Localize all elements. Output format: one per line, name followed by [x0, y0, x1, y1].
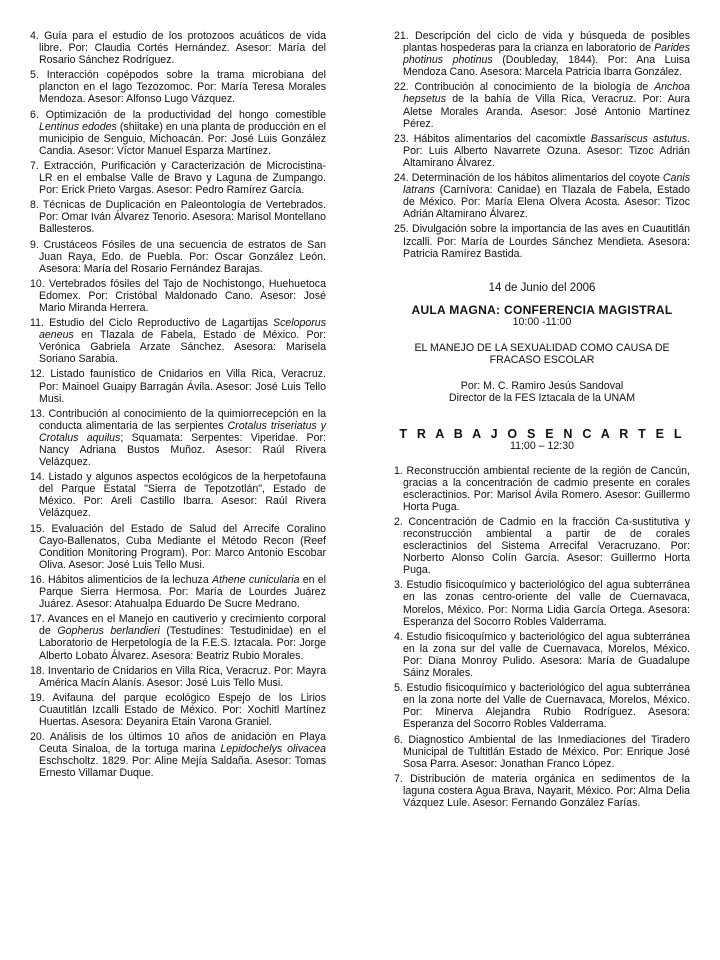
item-text: 5. Interacción copépodos sobre la trama microbiana del plancton en el lago Tezozomoc. Por: María Teresa Morales Mendoza. Asesor: Alfonso Lugo Vázquez. [30, 69, 326, 106]
item-text: ; Squamata: Serpentes: Viperidae. Por: Nancy Adriana Bustos Muñoz. Asesor: Raúl Rivera Velázquez. [39, 431, 326, 469]
item-text: (shiitake) en una planta de producción en el municipio de Senguio, Michoacán. Por: José Luis González Candia. Asesor: Víctor Manuel Esparza Martínez. [39, 120, 326, 157]
item-text: (Testudines: Testudinidae) en el Laboratorio de Herpetología de la F.E.S. Iztacala. Por: Jorge Alberto Lobato Álvarez. Asesora: Beatriz Rubio Morales. [39, 625, 326, 662]
conference-time: 10:00 -11:00 [512, 315, 572, 328]
conference-talk-title: EL MANEJO DE LA SEXUALIDAD COMO CAUSA DE FRACASO ESCOLAR [414, 341, 670, 367]
conference-speaker-role: Director de la FES Iztacala de la UNAM [448, 392, 636, 405]
species-name: Sceloporus aeneus [39, 317, 326, 342]
poster-item: 6. Diagnostico Ambiental de las Inmediaciones del Tiradero Municipal de Tultitlán Estado de México. Por: Enrique José Sosa Parra. Asesor: Jonathan Franco López. [394, 733, 690, 770]
item-text: 20. Análisis de los últimos 10 años de anidación en Playa Ceuta Sinaloa, de la tortuga marina [30, 731, 326, 756]
item-text: 21. Descripción del ciclo de vida y búsqueda de posibles plantas hospederas para la crianza en laboratorio de [394, 30, 690, 55]
item-text: 12. Listado faunístico de Cnidarios en Villa Rica, Veracruz. Por: Mainoel Guaipy Barragán Ávila. Asesor: José Luis Tello Musi. [30, 368, 326, 405]
conference-title: AULA MAGNA: CONFERENCIA MAGISTRAL [411, 302, 673, 317]
list-item [30, 731, 326, 779]
poster-list [394, 465, 690, 810]
poster-item: 2. Concentración de Cadmio en la fracción Ca-sustitutiva y reconstrucción ambiental a partir de de corales escleractinios del Sistema Arrecifal Veracruzano. Por: Norberto Alonso Colín García. Asesor: Guillermo Horta Puga. [394, 515, 690, 577]
poster-item: 4. Estudio fisicoquímico y bacteriológico del agua subterránea en la zona sur del valle de Cuernavaca, Morelos, México. Por: Diana Monroy Pulido. Asesora: María de Guadalupe Sáinz Morales. [394, 630, 690, 680]
item-text: 7. Extracción, Purificación y Caracterización de Microcistina-LR en el embalse Valle de Bravo y Laguna de Zumpango. Por: Erick Prieto Vargas. Asesor: Pedro Ramírez García. [30, 159, 326, 197]
list-item [394, 133, 690, 169]
list-item [30, 69, 326, 105]
species-name: Gopherus berlandieri [57, 625, 160, 638]
poster-section-time: 11:00 – 12:30 [509, 440, 574, 453]
item-text: 9. Crustáceos Fósiles de una secuencia de estratos de San Juan Raya, Edo. de Puebla. Por: Oscar González León. Asesora: María del Rosario Fernández Barajas. [30, 238, 326, 275]
poster-section-title: T R A B A J O S E N C A R T E L [399, 427, 685, 442]
item-text: 13. Contribución al conocimiento de la quimiorrecepción en la conducta alimentaria de las serpientes [30, 407, 326, 432]
list-item [30, 665, 326, 689]
list-item [394, 172, 690, 220]
event-date: 14 de Junio del 2006 [488, 281, 596, 294]
item-text: 16. Hábitos alimenticios de la lechuza [30, 573, 212, 586]
conference-speaker: Por: M. C. Ramiro Jesús Sandoval [460, 380, 624, 393]
list-item [394, 30, 690, 78]
list-item [30, 523, 326, 571]
list-item [30, 109, 326, 157]
item-text: (Doubleday, 1844). Por: Ana Luisa Mendoza Cano. Asesora: Marcela Patricia Ibarra González. [403, 54, 690, 79]
item-text: Eschscholtz. 1829. Por: Aline Mejía Saldaña. Asesor: Tomas Ernesto Villamar Duque. [39, 755, 326, 780]
species-name: Crotalus triseriatus y Crotalus aquilus [39, 419, 326, 444]
poster-item: 5. Estudio fisicoquímico y bacteriológico del agua subterránea en la zona norte del Valle de Cuernavaca, Morelos, México. Por: Minerva Alejandra Rubio Rodríguez. Asesora: Esperanza del Socorro Robles Valderrama. [394, 682, 690, 731]
item-text: (Carnívora: Canidae) en Tlazala de Fabela, Estado de México. Por: María Elena Olvera Acosta. Asesor: Tizoc Adrián Altamirano Álvarez. [403, 184, 690, 221]
item-text: 22. Contribución al conocimiento de la biología de [394, 81, 655, 94]
list-item [30, 408, 326, 468]
item-text: 11. Estudio del Ciclo Reproductivo de Lagartijas [30, 317, 273, 330]
right-column [394, 30, 690, 812]
thesis-list-continued [394, 30, 690, 260]
list-item [394, 223, 690, 259]
list-item [30, 317, 326, 365]
poster-item: 7. Distribución de materia orgánica en sedimentos de la laguna costera Agua Brava, Nayarit, México. Por: Alma Delia Vázquez Lule. Asesor: Fernando González Farías. [394, 772, 690, 809]
list-item [30, 692, 326, 728]
list-item [30, 368, 326, 404]
list-item [30, 30, 326, 66]
item-text: 25. Divulgación sobre la importancia de las aves en Cuautitlán Izcalli. Por: María de Lourdes Sánchez Mendieta. Asesora: Patricia Ramírez Bastida. [394, 223, 690, 260]
poster-item: 1. Reconstrucción ambiental reciente de la región de Cancún, gracias a la concentración de cadmio presente en corales escleractinios. Por: Marisol Ávila Romero. Asesor: Guillermo Horta Puga. [394, 464, 690, 513]
item-text: 14. Listado y algunos aspectos ecológicos de la herpetofauna del Parque Estatal "Sierra de Tepotzotlán", Estado de México. Por: Areli Castillo Ibarra. Asesor: Raúl Rivera Velázquez. [30, 471, 326, 520]
item-text: en el Parque Sierra Hermosa. Por: María de Lourdes Juárez Juárez. Asesor: Atahualpa Eduardo De Sucre Medrano. [39, 573, 326, 611]
species-name: Bassariscus astutus [590, 132, 688, 145]
species-name: Lentinus edodes [39, 120, 117, 133]
list-item [30, 471, 326, 519]
item-text: 18. Inventario de Cnidarios en Villa Rica, Veracruz. Por: Mayra América Macín Alanís. Asesor: José Luis Tello Musi. [30, 664, 326, 689]
list-item [30, 613, 326, 661]
species-name: Athene cunicularia [212, 573, 300, 586]
item-text: 10. Vertebrados fósiles del Tajo de Nochistongo, Huehuetoca Edomex. Por: Cristóbal Maldonado Cano. Asesor: José Mario Miranda Herrera. [30, 277, 326, 314]
item-text: 19. Avifauna del parque ecológico Espejo de los Lirios Cuautitlán Izcalli Estado de México. Por: Xochitl Martínez Huertas. Asesora: Deyanira Etain Varona Graniel. [30, 691, 326, 728]
left-column [30, 30, 326, 782]
item-text: 15. Evaluación del Estado de Salud del Arrecife Coralino Cayo-Ballenatos, Cuba Mediante el Método Recon (Reef Condition Monitoring Program). Por: Marco Antonio Escobar Oliva. Asesor: José Luis Tello Musi. [30, 522, 326, 571]
species-name: Anchoa hepsetus [403, 81, 690, 106]
item-text: en Tlazala de Fabela, Estado de México. Por: Verónica Gabriela Arzate Sánchez. Asesora: Marisela Soriano Sarabia. [39, 329, 326, 366]
item-text: . Por: Luis Alberto Navarrete Ozuna. Asesor: Tizoc Adrián Altamirano Álvarez. [403, 132, 690, 169]
list-item [30, 278, 326, 314]
poster-item: 3. Estudio fisicoquímico y bacteriológico del agua subterránea en las zonas centro-oriente del valle de Cuernavaca, Morelos, México. Por: Norma Lidia García Ortega. Asesora: Esperanza del Socorro Robles Valderrama. [394, 579, 690, 628]
list-item [394, 81, 690, 129]
list-item [30, 160, 326, 196]
list-item [30, 239, 326, 275]
list-item [30, 574, 326, 610]
species-name: Canis latrans [403, 172, 690, 197]
species-name: Lepidochelys olivacea [220, 743, 327, 756]
list-item [30, 199, 326, 235]
item-text: 24. Determinación de los hábitos alimentarios del coyote [394, 172, 663, 185]
item-text: 6. Optimización de la productividad del hongo comestible [30, 108, 326, 121]
item-text: 23. Hábitos alimentarios del cacomixtle [394, 132, 591, 145]
item-text: 4. Guía para el estudio de los protozoos acuáticos de vida libre. Por: Claudia Cortés Hernández. Asesor: María del Rosario Sánchez Rodríguez. [30, 30, 326, 67]
item-text: 17. Avances en el Manejo en cautiverio y crecimiento corporal de [30, 613, 326, 638]
species-name: Parides photinus photinus [403, 42, 690, 67]
item-text: 8. Técnicas de Duplicación en Paleontología de Vertebrados. Por: Omar Iván Álvarez Tenorio. Asesora: Marisol Montellano Ballesteros. [30, 199, 326, 236]
item-text: de la bahía de Villa Rica, Veracruz. Por: Aura Aletse Morales Aranda. Asesor: José Antonio Martínez Pérez. [403, 93, 690, 130]
